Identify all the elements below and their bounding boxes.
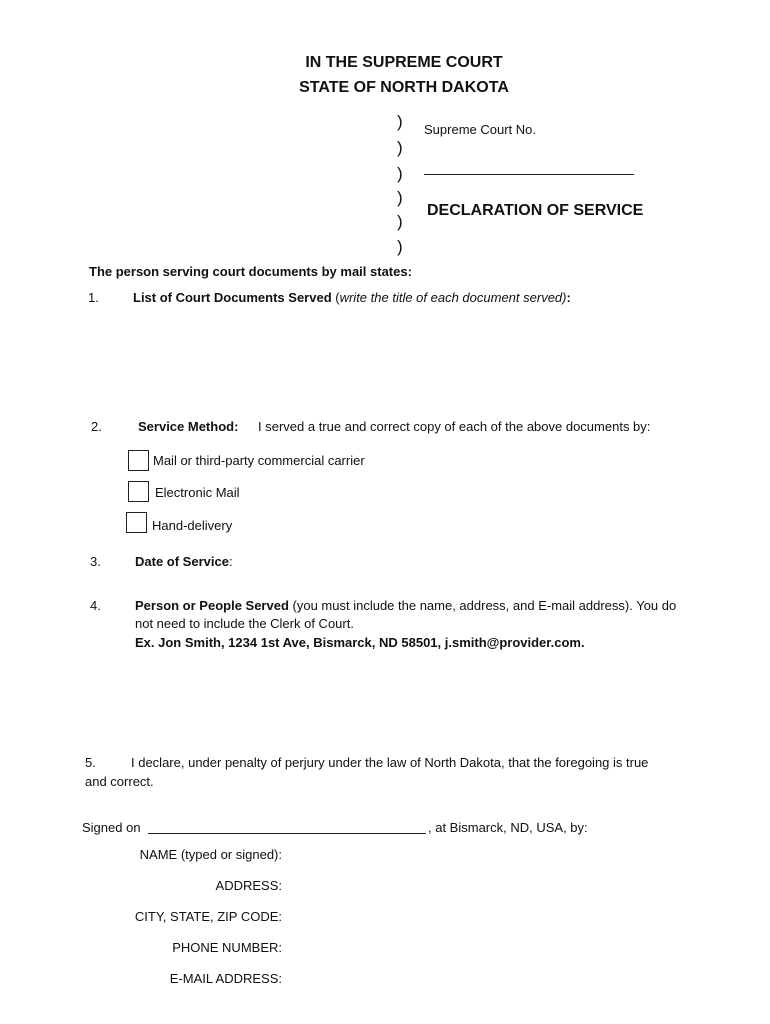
item-1-number: 1. (88, 290, 99, 305)
mail-option-label: Mail or third-party commercial carrier (153, 453, 365, 468)
item-5-line-1: I declare, under penalty of perjury under the law of North Dakota, that the foregoing is true (131, 755, 649, 770)
caption-paren: ) (397, 188, 403, 207)
court-title: IN THE SUPREME COURT (305, 54, 503, 71)
intro-statement: The person serving court documents by mail states: (89, 264, 412, 279)
email-field-label: E-MAIL ADDRESS: (169, 971, 282, 986)
caption-paren: ) (397, 112, 403, 131)
case-number-label: Supreme Court No. (424, 122, 536, 137)
item-2-label: Service Method: (138, 419, 239, 434)
item-4-line-1 (135, 598, 676, 613)
item-4-text: (you must include the name, address, and E-mail address). You do (288, 598, 677, 613)
case-number-field[interactable] (424, 174, 634, 175)
item-1-colon: : (566, 290, 571, 305)
hand-delivery-option-label: Hand-delivery (152, 518, 233, 533)
item-1-open-paren: ( (331, 290, 340, 305)
name-field-label: NAME (typed or signed): (139, 847, 282, 862)
item-3-heading (135, 554, 233, 569)
email-option-label: Electronic Mail (155, 485, 240, 500)
address-field-label: ADDRESS: (215, 878, 282, 893)
caption-paren: ) (397, 237, 403, 256)
caption-paren: ) (397, 164, 403, 183)
item-5-line-2: and correct. (85, 774, 154, 789)
item-2-number: 2. (91, 419, 102, 434)
item-4-label: Person or People Served (135, 598, 289, 613)
signed-location: , at Bismarck, ND, USA, by: (428, 820, 588, 835)
item-4-number: 4. (90, 598, 101, 613)
item-4-line-2: not need to include the Clerk of Court. (135, 616, 354, 631)
item-3-label: Date of Service (135, 554, 229, 569)
caption-paren: ) (397, 212, 403, 231)
item-3-number: 3. (90, 554, 101, 569)
state-title: STATE OF NORTH DAKOTA (299, 79, 509, 96)
item-5-number: 5. (85, 755, 96, 770)
city-state-zip-field-label: CITY, STATE, ZIP CODE: (134, 909, 282, 924)
signed-date-field[interactable] (148, 833, 426, 834)
phone-field-label: PHONE NUMBER: (172, 940, 282, 955)
item-2-text: I served a true and correct copy of each of the above documents by: (258, 419, 651, 434)
mail-checkbox[interactable] (128, 450, 149, 471)
signed-on-label: Signed on (82, 820, 141, 835)
item-3-colon: : (228, 554, 233, 569)
item-4-example: Ex. Jon Smith, 1234 1st Ave, Bismarck, ND 58501, j.smith@provider.com. (135, 635, 585, 650)
email-checkbox[interactable] (128, 481, 149, 502)
caption-paren: ) (397, 138, 403, 157)
document-title: DECLARATION OF SERVICE (427, 202, 644, 219)
item-1-hint: write the title of each document served) (339, 290, 567, 305)
hand-delivery-checkbox[interactable] (126, 512, 147, 533)
item-1-heading (133, 290, 571, 305)
item-1-label: List of Court Documents Served (133, 290, 332, 305)
